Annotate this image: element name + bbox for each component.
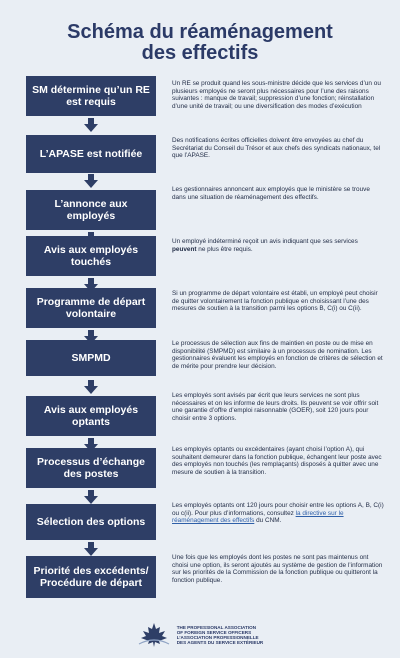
step-box-avis-employes-touches	[26, 236, 156, 276]
step-label: Avis aux employés optants	[43, 404, 139, 428]
step-label: Processus d’échange des postes	[37, 456, 145, 480]
step-description: Si un programme de départ volontaire est établi, un employé peut choisir de quitter volontairement la fonction publique en choisissant l’une des mesures de soutien à la transition parmi les options B, C(i) ou C(ii).	[172, 290, 378, 313]
title-line-2: des effectifs	[141, 42, 259, 64]
step-label: SM détermine qu’un RE est requis	[32, 84, 150, 108]
desc-text: ne plus être requis.	[196, 245, 253, 253]
desc-text: Un employé indéterminé reçoit un avis indiquant que ses services	[172, 238, 358, 245]
step-box-avis-employes-optants	[26, 396, 156, 436]
step-description: Un RE se produit quand les sous-ministre décide que les services d’un ou plusieurs employés ne seront plus nécessaires pour l’une des raisons suivantes : manque de travail; suppression d’une fonction; réinstallation d’une unité de travail; ou une diversification des modes d’exécution	[172, 80, 381, 110]
step-label: L’APASE est notifiée	[39, 148, 143, 160]
step-box-sm-determine	[26, 76, 156, 116]
step-label: Avis aux employés touchés	[43, 244, 139, 268]
step-box-selection-options	[26, 504, 156, 540]
step-label: SMPMD	[71, 352, 111, 364]
desc-text: du CNM.	[254, 517, 282, 525]
step-box-processus-echange-postes	[26, 448, 156, 488]
arrow-down-icon	[84, 380, 98, 394]
step-description	[172, 502, 384, 525]
step-description	[172, 238, 384, 253]
title-line-1: Schéma du réaménagement	[67, 21, 333, 43]
footer-line: THE PROFESSIONAL ASSOCIATION	[176, 624, 257, 630]
desc-text: Les employés optants ont 120 jours pour choisir entre les options A, B, C(i) ou c(ii). Pour plus d’informations, consultez	[172, 502, 384, 517]
step-box-annonce-employes	[26, 190, 156, 230]
step-description: Le processus de sélection aux fins de maintien en poste ou de mise en disponibilité (SMPMD) est similaire à un processus de nomination. Les gestionnaires évaluent les employés en fonction de critères de sélection et de mérite pour prendre leur décision.	[172, 340, 383, 370]
step-box-programme-depart-volontaire	[26, 288, 156, 328]
arrow-down-icon	[84, 118, 98, 132]
step-label: Sélection des options	[36, 516, 146, 528]
step-description: Les employés sont avisés par écrit que leurs services ne sont plus nécessaires et on les informe de leurs droits. Ils peuvent se voir offrir soit une garantie d’offre d’emploi raisonnable (GOER), soit 120 jours pour choisir entre 3 options.	[172, 392, 379, 422]
footer-line: DES AGENTS DU SERVICE EXTÉRIEUR	[176, 640, 264, 646]
arrow-down-icon	[84, 490, 98, 504]
footer-organization-name	[177, 625, 264, 646]
directive-reamenagement-link[interactable]: la directive sur le réaménagement des effectifs	[172, 509, 344, 525]
step-description: Les gestionnaires annoncent aux employés que le ministère se trouve dans une situation de réaménagement des effectifs.	[172, 186, 370, 201]
footer-line: L’ASSOCIATION PROFESSIONNELLE	[176, 635, 259, 640]
desc-bold: peuvent	[172, 245, 197, 253]
maple-leaf-logo-icon	[137, 622, 171, 648]
step-description: Des notifications écrites officielles doivent être envoyées au chef du Secrétariat du Conseil du Trésor et aux chefs des syndicats nationaux, tel que l’APASE.	[172, 137, 381, 160]
step-box-smpmd	[26, 340, 156, 376]
step-label: Priorité des excédents/ Procédure de départ	[33, 565, 149, 589]
step-description: Une fois que les employés dont les postes ne sont pas maintenus ont choisi une option, ils seront ajoutés au système de gestion de l’information sur les priorités de la Commission de la fonction publique ou quitteront la fonction publique.	[172, 554, 383, 584]
step-label: L’annonce aux employés	[54, 198, 128, 222]
step-box-apase-notifiee	[26, 135, 156, 173]
step-box-priorite-excedents	[26, 556, 156, 598]
arrow-down-icon	[84, 542, 98, 556]
footer	[0, 620, 400, 650]
step-description: Les employés optants ou excédentaires (ayant choisi l’option A), qui souhaitent demeurer dans la fonction publique, échangent leur poste avec des employés non touchés (les remplaçants) disposés à quitter avec une mesure de soutien à la transition.	[172, 446, 382, 476]
arrow-down-icon	[84, 174, 98, 188]
footer-line: OF FOREIGN SERVICE OFFICERS	[176, 629, 252, 635]
step-label: Programme de départ volontaire	[36, 296, 146, 320]
